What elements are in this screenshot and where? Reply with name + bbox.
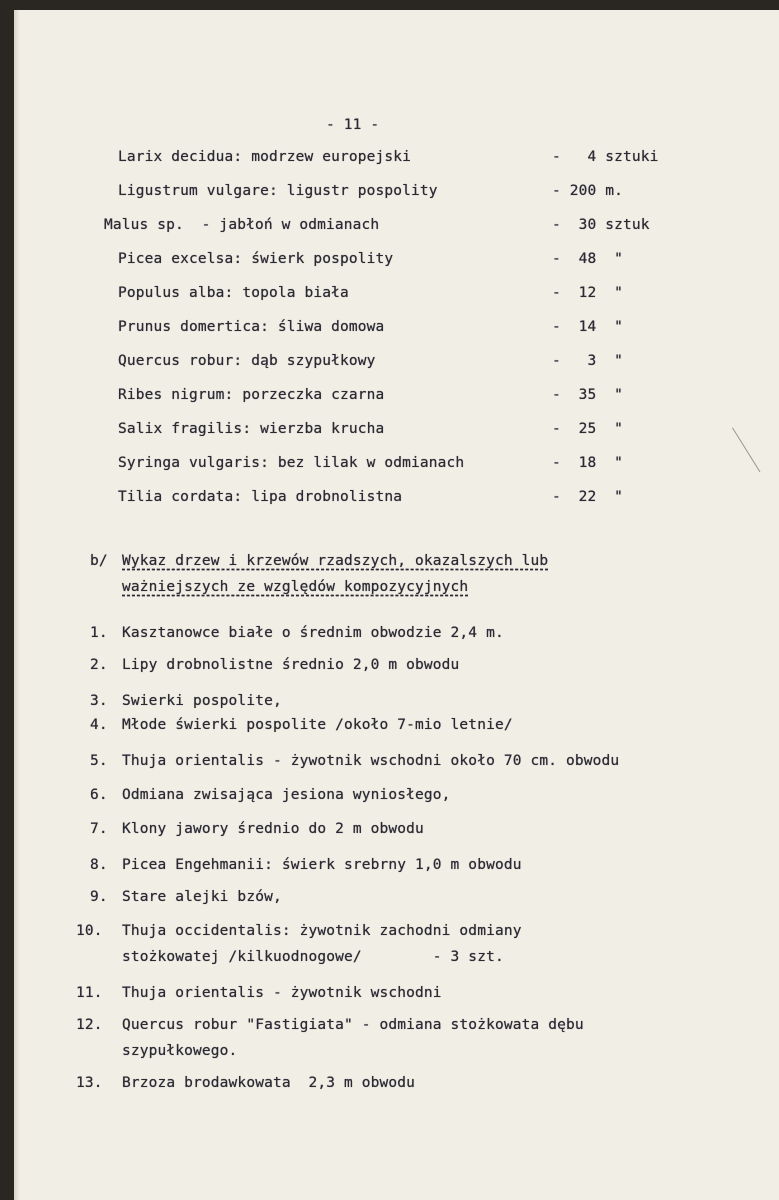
page-number: - 11 - (326, 117, 380, 133)
species-qty: - 18 " (552, 455, 624, 471)
species-qty: - 25 " (552, 421, 624, 437)
list-number: 5. (90, 753, 108, 769)
species-qty: - 200 m. (552, 183, 624, 199)
species-name: Syringa vulgaris: bez lilak w odmianach (118, 455, 465, 471)
list-item-text: Klony jawory średnio do 2 m obwodu (122, 821, 424, 837)
list-number: 10. (76, 923, 103, 939)
list-item-text: Quercus robur "Fastigiata" - odmiana stożkowata dębu (122, 1017, 584, 1033)
species-qty: - 48 " (552, 251, 624, 267)
species-qty: - 3 " (552, 353, 624, 369)
species-name: Prunus domertica: śliwa domowa (118, 319, 385, 335)
list-item-continuation: szypułkowego. (122, 1043, 238, 1059)
document-page (14, 10, 779, 1200)
species-name: Larix decidua: modrzew europejski (118, 149, 412, 165)
list-item-text: Odmiana zwisająca jesiona wyniosłego, (122, 787, 451, 803)
list-number: 7. (90, 821, 108, 837)
section-marker: b/ (90, 553, 108, 569)
species-qty: - 4 sztuki (552, 149, 659, 165)
section-heading: ważniejszych ze względów kompozycyjnych (122, 579, 469, 595)
species-qty: - 14 " (552, 319, 624, 335)
list-item-text: Thuja orientalis - żywotnik wschodni (122, 985, 442, 1001)
list-item-text: Kasztanowce białe o średnim obwodzie 2,4 m. (122, 625, 504, 641)
list-number: 13. (76, 1075, 103, 1091)
species-name: Ribes nigrum: porzeczka czarna (118, 387, 385, 403)
list-number: 6. (90, 787, 108, 803)
list-number: 8. (90, 857, 108, 873)
list-item-text: Brzoza brodawkowata 2,3 m obwodu (122, 1075, 416, 1091)
page-edge-shadow (14, 10, 20, 1200)
species-qty: - 30 sztuk (552, 217, 650, 233)
species-name: Picea excelsa: świerk pospolity (118, 251, 394, 267)
list-number: 12. (76, 1017, 103, 1033)
list-item-text: Thuja occidentalis: żywotnik zachodni odmiany (122, 923, 522, 939)
list-number: 4. (90, 717, 108, 733)
list-item-text: Thuja orientalis - żywotnik wschodni około 70 cm. obwodu (122, 753, 620, 769)
list-number: 2. (90, 657, 108, 673)
species-qty: - 35 " (552, 387, 624, 403)
list-item-text: Swierki pospolite, (122, 693, 282, 709)
species-qty: - 22 " (552, 489, 624, 505)
list-number: 9. (90, 889, 108, 905)
list-number: 1. (90, 625, 108, 641)
list-number: 11. (76, 985, 103, 1001)
species-name: Malus sp. - jabłoń w odmianach (104, 217, 380, 233)
species-name: Populus alba: topola biała (118, 285, 349, 301)
species-name: Salix fragilis: wierzba krucha (118, 421, 385, 437)
species-qty: - 12 " (552, 285, 624, 301)
list-number: 3. (90, 693, 108, 709)
list-item-text: Młode świerki pospolite /około 7-mio letnie/ (122, 717, 513, 733)
list-item-continuation: stożkowatej /kilkuodnogowe/ - 3 szt. (122, 949, 504, 965)
species-name: Quercus robur: dąb szypułkowy (118, 353, 376, 369)
section-heading: Wykaz drzew i krzewów rzadszych, okazalszych lub (122, 553, 549, 569)
list-item-text: Lipy drobnolistne średnio 2,0 m obwodu (122, 657, 460, 673)
species-name: Ligustrum vulgare: ligustr pospolity (118, 183, 438, 199)
list-item-text: Picea Engehmanii: świerk srebrny 1,0 m obwodu (122, 857, 522, 873)
species-name: Tilia cordata: lipa drobnolistna (118, 489, 403, 505)
pencil-mark (732, 427, 760, 472)
list-item-text: Stare alejki bzów, (122, 889, 282, 905)
